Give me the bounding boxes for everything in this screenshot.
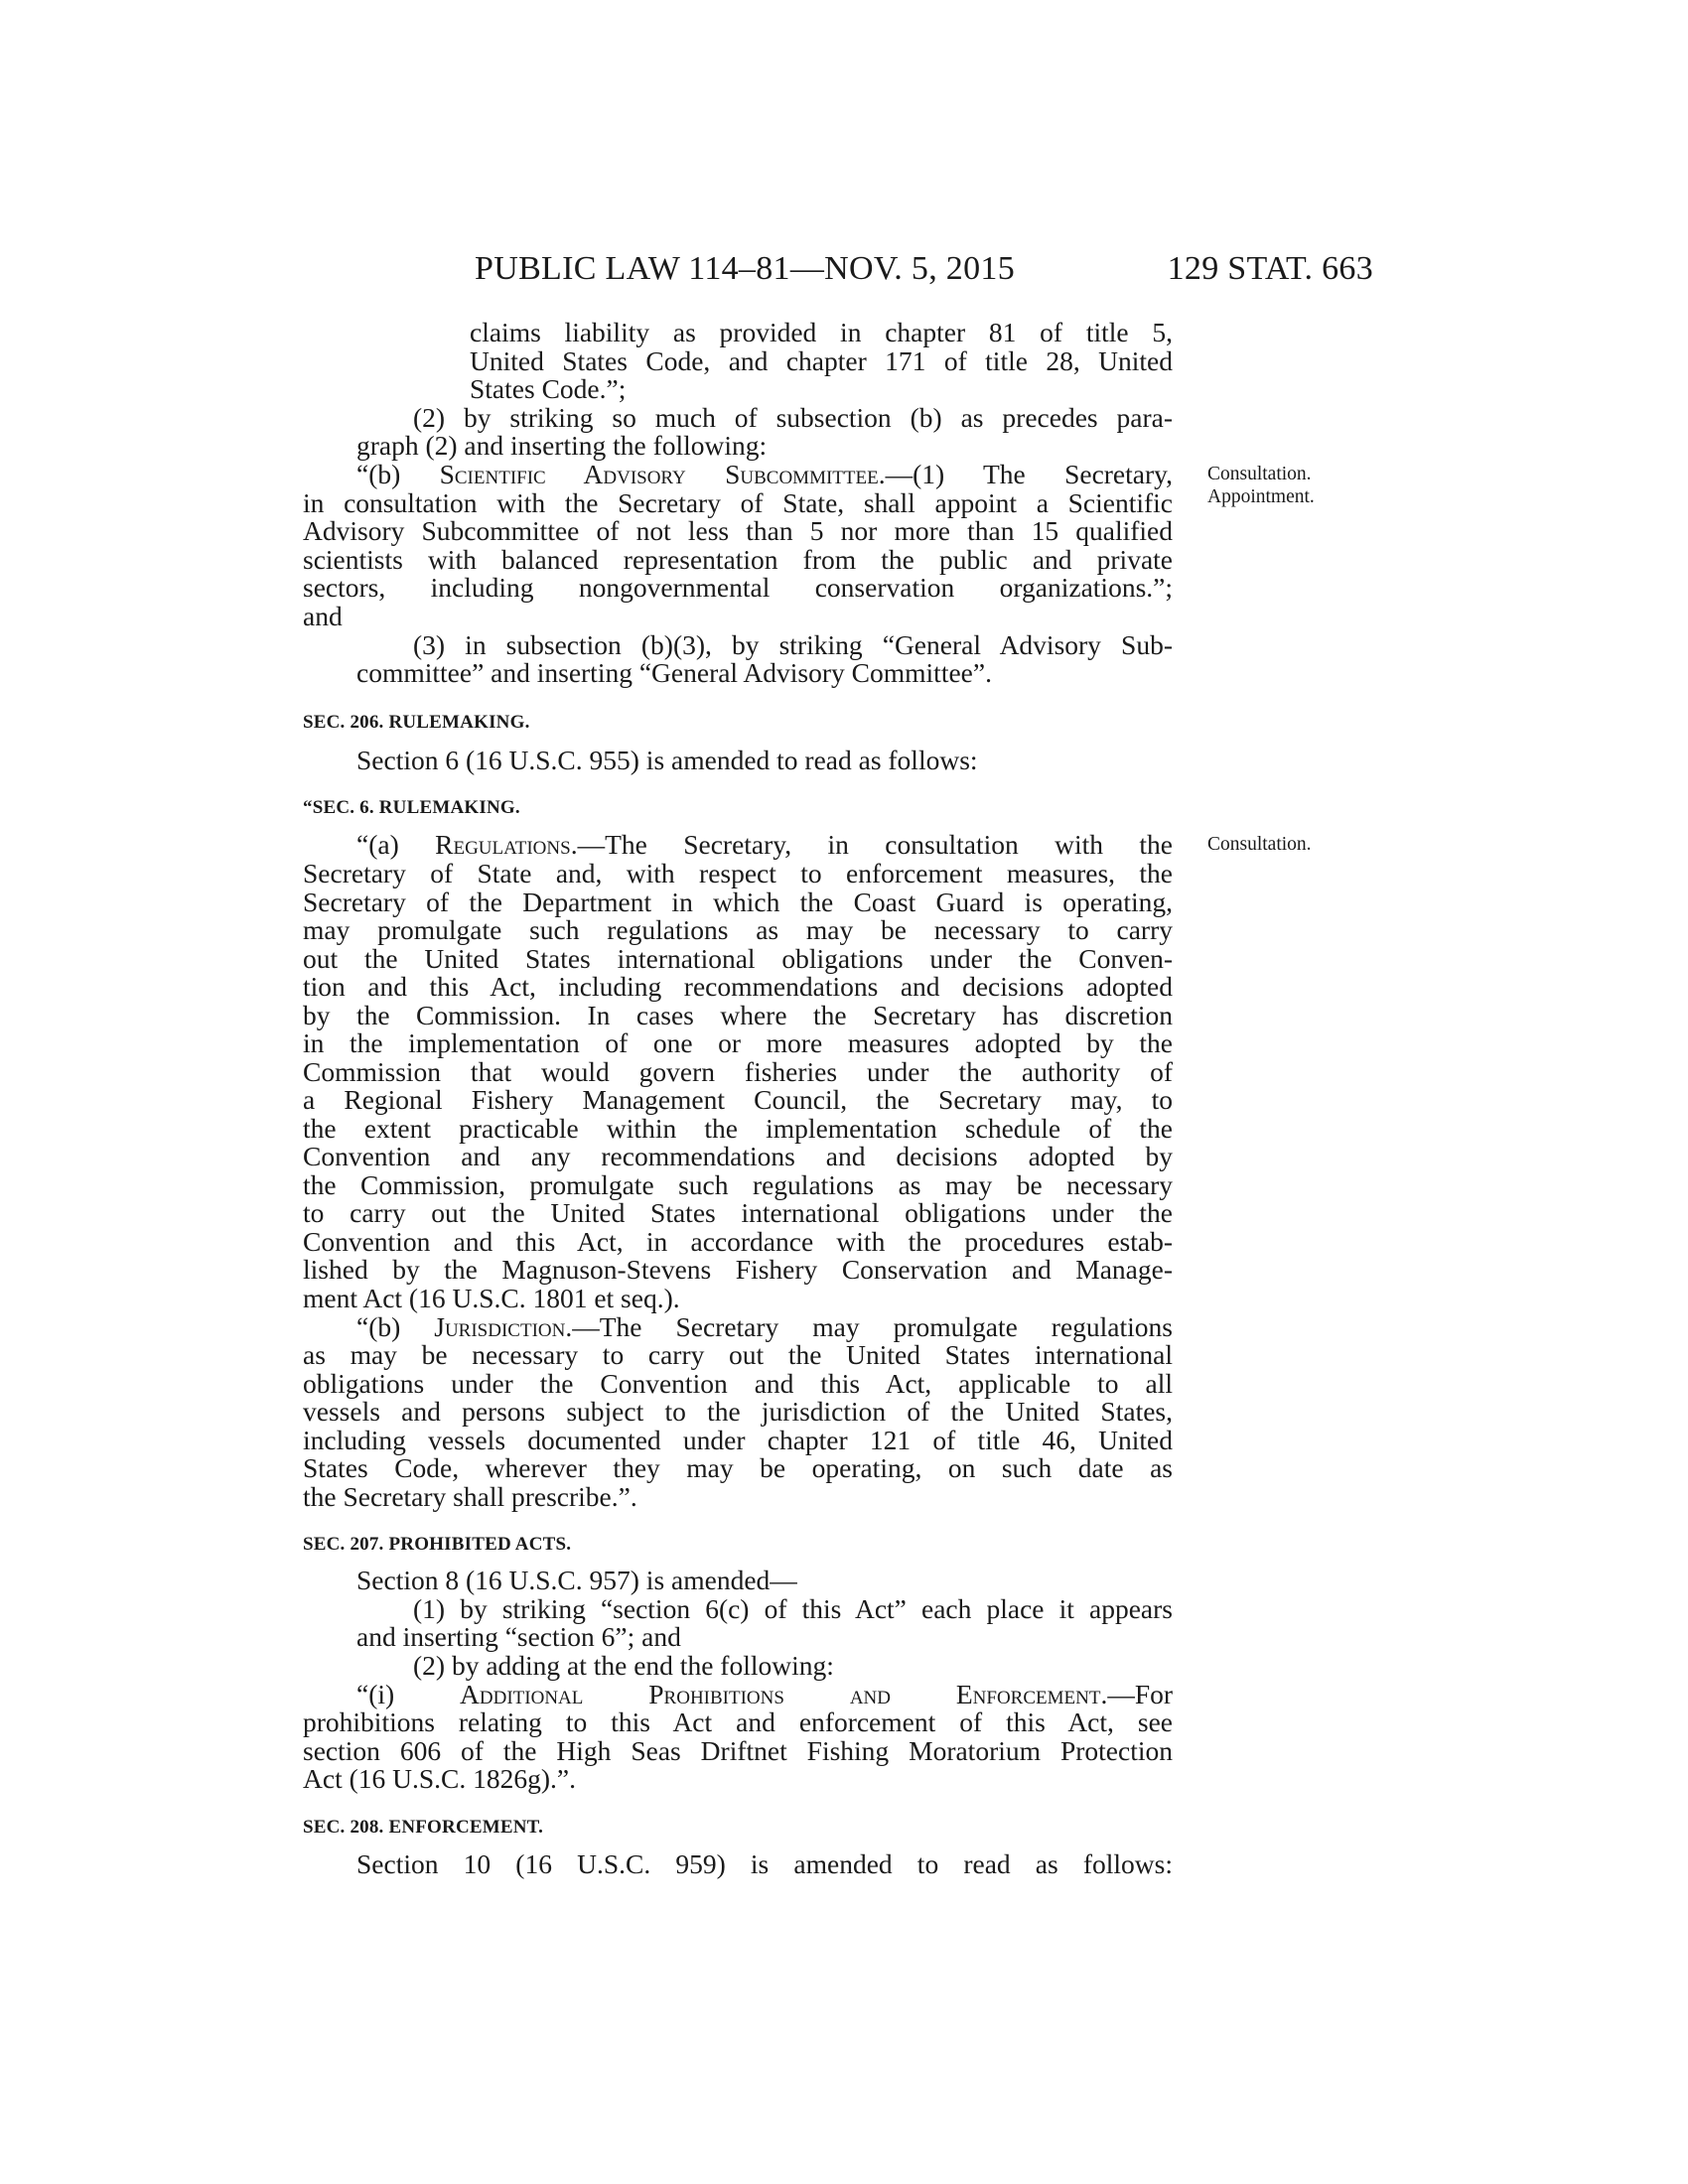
text-line: sectors, including nongovernmental conservation organizations.”; xyxy=(303,572,1173,603)
subsection-title-word: and xyxy=(849,1679,891,1709)
subsection-a-heading-line xyxy=(356,831,1173,859)
text-line: States Code.”; xyxy=(470,373,627,404)
text-fragment: .—The Secretary, in consultation with the xyxy=(570,829,1173,860)
text-line: Commission that would govern fisheries under the authority of xyxy=(303,1056,1173,1087)
subsection-title: Scientific Advisory Subcommittee xyxy=(439,459,879,489)
text-line: (2) by striking so much of subsection (b) as precedes para- xyxy=(413,402,1173,433)
section-heading: SEC. 208. ENFORCEMENT. xyxy=(303,1817,544,1838)
subsection-title-word: Prohibitions xyxy=(648,1679,784,1709)
subsection-title: Jurisdiction xyxy=(434,1311,566,1342)
text-line: Secretary of State and, with respect to enforcement measures, the xyxy=(303,858,1173,888)
text-line: States Code, wherever they may be operating, on such date as xyxy=(303,1452,1173,1483)
text-line: (2) by adding at the end the following: xyxy=(413,1650,834,1681)
margin-note: Consultation. xyxy=(1207,834,1312,855)
subsection-b-heading-line xyxy=(356,1313,1173,1341)
text-line: lished by the Magnuson-Stevens Fishery Conservation and Manage- xyxy=(303,1254,1173,1285)
text-line: committee” and inserting “General Advisory Committee”. xyxy=(356,657,992,688)
text-line: and inserting “section 6”; and xyxy=(356,1621,681,1652)
text-line: section 606 of the High Seas Driftnet Fishing Moratorium Protection xyxy=(303,1735,1173,1766)
text-line: including vessels documented under chapter 121 of title 46, United xyxy=(303,1425,1173,1455)
text-line: a Regional Fishery Management Council, the Secretary may, to xyxy=(303,1084,1173,1115)
margin-note: Appointment. xyxy=(1207,486,1315,507)
text-line: (1) by striking “section 6(c) of this Act” each place it appears xyxy=(413,1593,1173,1624)
margin-note: Consultation. xyxy=(1207,464,1312,484)
text-line: in consultation with the Secretary of State, shall appoint a Scientific xyxy=(303,487,1173,518)
text-fragment: .—The Secretary may promulgate regulations xyxy=(565,1311,1173,1342)
text-line: prohibitions relating to this Act and enforcement of this Act, see xyxy=(303,1706,1173,1737)
text-line: (3) in subsection (b)(3), by striking “General Advisory Sub- xyxy=(413,629,1173,660)
section-heading: SEC. 206. RULEMAKING. xyxy=(303,712,530,733)
text-line: graph (2) and inserting the following: xyxy=(356,430,768,461)
text-line: United States Code, and chapter 171 of title 28, United xyxy=(470,345,1173,376)
text-line: Convention and this Act, in accordance with the procedures estab- xyxy=(303,1226,1173,1257)
text-line: by the Commission. In cases where the Secretary has discretion xyxy=(303,1000,1173,1030)
text-line: obligations under the Convention and this Act, applicable to all xyxy=(303,1368,1173,1399)
text-line: the Commission, promulgate such regulations as may be necessary xyxy=(303,1169,1173,1200)
text-line: out the United States international obligations under the Conven- xyxy=(303,943,1173,974)
text-line: Advisory Subcommittee of not less than 5 nor more than 15 qualified xyxy=(303,515,1173,546)
text-line: Act (16 U.S.C. 1826g).”. xyxy=(303,1763,576,1794)
page-number: 129 STAT. 663 xyxy=(1167,250,1373,287)
text-line: claims liability as provided in chapter 81 of title 5, xyxy=(470,317,1173,347)
text-line: ment Act (16 U.S.C. 1801 et seq.). xyxy=(303,1283,680,1313)
subsection-b-heading-line xyxy=(356,461,1173,488)
text-line: as may be necessary to carry out the United States international xyxy=(303,1339,1173,1370)
text-fragment: .—(1) The Secretary, xyxy=(878,459,1173,489)
text-line: may promulgate such regulations as may be necessary to carry xyxy=(303,914,1173,945)
section-intro: Section 8 (16 U.S.C. 957) is amended— xyxy=(356,1565,797,1595)
text-line: Secretary of the Department in which the Coast Guard is operating, xyxy=(303,887,1173,917)
subsection-i-heading-line xyxy=(356,1681,1173,1708)
running-header-title: PUBLIC LAW 114–81—NOV. 5, 2015 xyxy=(475,250,1016,287)
text-fragment: .—For xyxy=(1100,1679,1174,1709)
text-line: the extent practicable within the implementation schedule of the xyxy=(303,1113,1173,1144)
text-fragment: “(b) xyxy=(356,1311,435,1342)
text-line: to carry out the United States international obligations under the xyxy=(303,1197,1173,1228)
subsection-title: Regulations xyxy=(435,829,571,860)
text-fragment: “(i) xyxy=(356,1679,395,1709)
text-line: vessels and persons subject to the jurisdiction of the United States, xyxy=(303,1396,1173,1427)
subsection-title-word: Enforcement xyxy=(955,1679,1101,1709)
section-intro: Section 10 (16 U.S.C. 959) is amended to read as follows: xyxy=(356,1848,1173,1879)
quoted-section-heading: “SEC. 6. RULEMAKING. xyxy=(303,797,520,818)
text-line: and xyxy=(303,601,343,631)
text-line: the Secretary shall prescribe.”. xyxy=(303,1481,637,1512)
text-line: Convention and any recommendations and decisions adopted by xyxy=(303,1141,1173,1171)
text-line: scientists with balanced representation from the public and private xyxy=(303,544,1173,575)
text-fragment: “(b) xyxy=(356,459,440,489)
text-line: in the implementation of one or more measures adopted by the xyxy=(303,1027,1173,1058)
text-line: tion and this Act, including recommendations and decisions adopted xyxy=(303,971,1173,1002)
section-intro: Section 6 (16 U.S.C. 955) is amended to read as follows: xyxy=(356,745,978,775)
subsection-title-word: Additional xyxy=(460,1679,584,1709)
text-fragment: “(a) xyxy=(356,829,436,860)
section-heading: SEC. 207. PROHIBITED ACTS. xyxy=(303,1534,572,1555)
